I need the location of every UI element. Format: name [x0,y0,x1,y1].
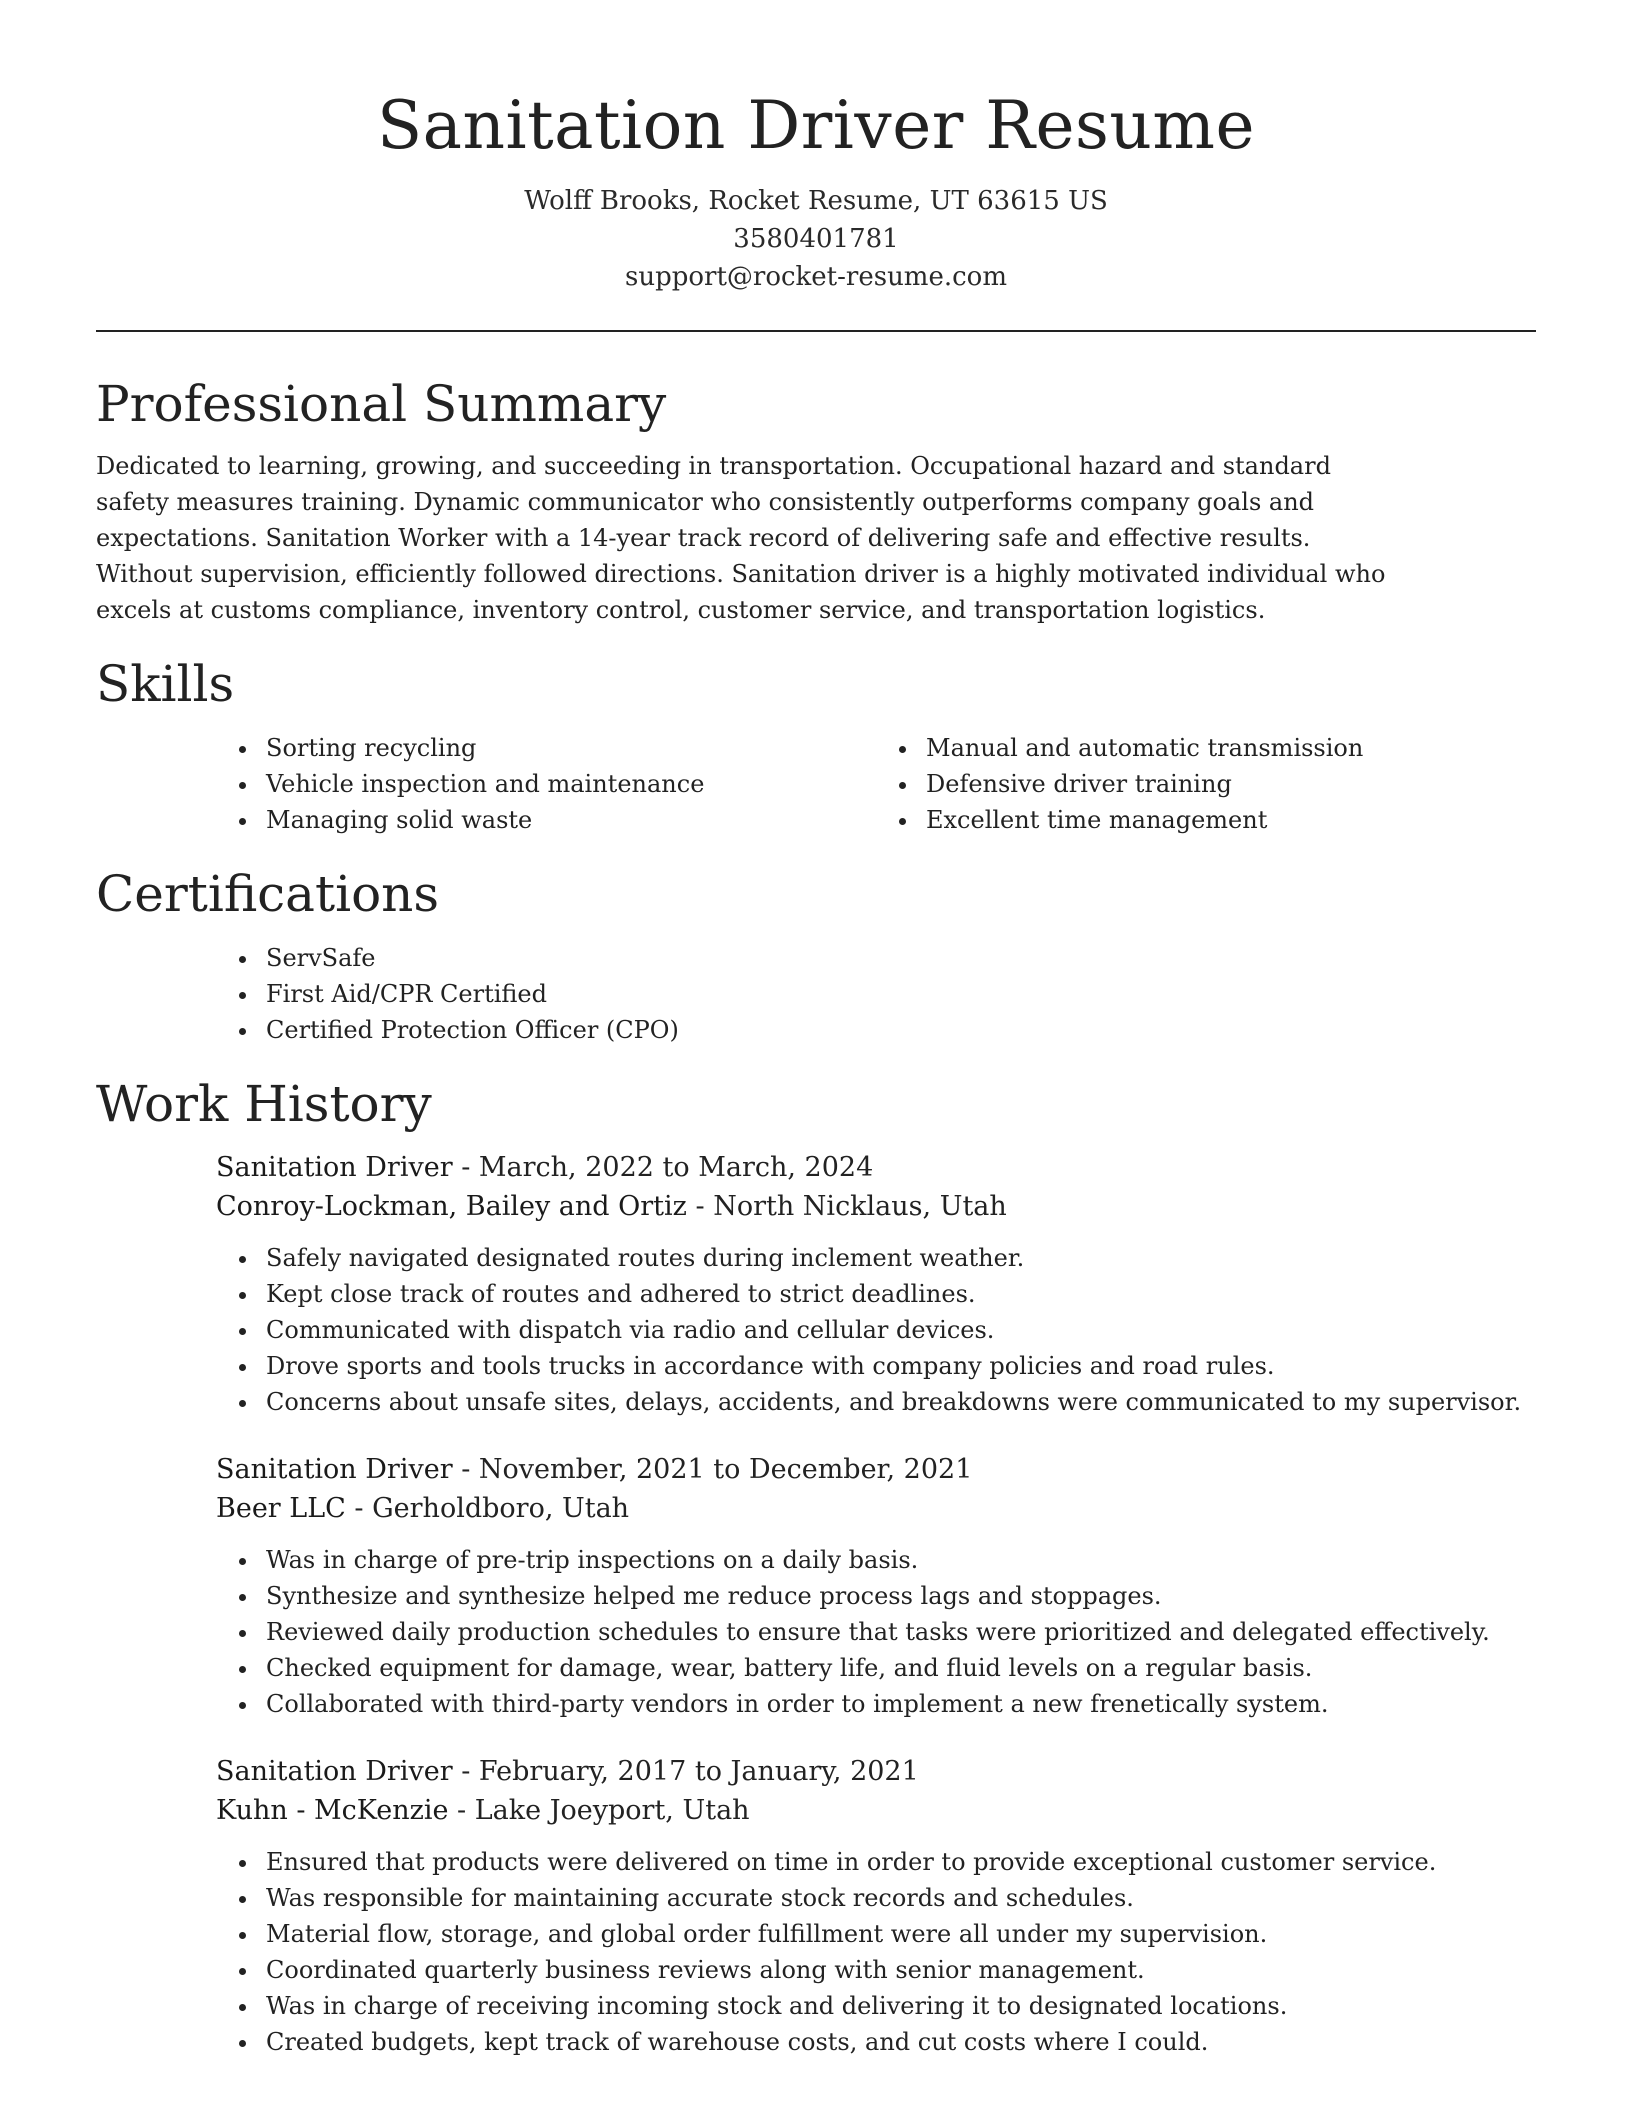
skills-heading: Skills [96,655,235,713]
header-divider [96,330,1536,332]
certifications-heading: Certifications [96,865,440,923]
skills-column-right [876,730,1536,838]
contact-email: support@rocket-resume.com [624,262,1007,292]
job-dates: - March, 2022 to March, 2024 [452,1152,874,1183]
work-history-heading: Work History [96,1075,432,1133]
job-duties [216,1844,1536,2060]
job-title-line [216,1752,1536,1791]
summary-heading: Professional Summary [96,375,667,433]
certification-item: • First Aid/CPR Certified [260,976,1536,1012]
job-duty: • Was in charge of receiving incoming stock and delivering it to designated locations. [260,1988,1536,2024]
job-duties [216,1240,1536,1420]
job-duty: • Material flow, storage, and global order fulfillment were all under my supervision. [260,1916,1536,1952]
summary-text: Dedicated to learning, growing, and succeeding in transportation. Occupational hazard and standard safety measures training. Dynamic communicator who consistently outperforms company goals and expectations. Sanitation Worker with a 14-year track record of delivering safe and effective results. Without supervision, efficiently followed directions. Sanitation driver is a highly motivated individual who excels at customs compliance, inventory control, customer service, and transportation logistics. [96,452,1386,624]
job-location: - Gerholdboro, Utah [345,1493,630,1524]
job-entry [216,1148,1536,1420]
job-duty: • Coordinated quarterly business reviews along with senior management. [260,1952,1536,1988]
job-duty: • Reviewed daily production schedules to ensure that tasks were prioritized and delegated effectively. [260,1614,1536,1650]
job-duty: • Drove sports and tools trucks in accordance with company policies and road rules. [260,1348,1536,1384]
job-duty: • Kept close track of routes and adhered to strict deadlines. [260,1276,1536,1312]
contact-phone: 3580401781 [733,224,899,254]
job-duty: • Was responsible for maintaining accurate stock records and schedules. [260,1880,1536,1916]
skill-item: • Vehicle inspection and maintenance [260,766,876,802]
skill-item: • Defensive driver training [920,766,1536,802]
job-duty: • Checked equipment for damage, wear, battery life, and fluid levels on a regular basis. [260,1650,1536,1686]
skill-item: • Sorting recycling [260,730,876,766]
job-title: Sanitation Driver [216,1152,453,1183]
skills-list [216,730,1536,838]
job-title: Sanitation Driver [216,1454,453,1485]
certification-item: • ServSafe [260,940,1536,976]
skills-column-left [216,730,876,838]
job-entry [216,1752,1536,2060]
job-title-line [216,1148,1536,1187]
job-company-line [216,1187,1536,1226]
resume-title: Sanitation Driver Resume [376,87,1256,164]
certifications-list [216,940,1536,1048]
job-entry [216,1450,1536,1722]
job-company: Kuhn - McKenzie [216,1795,449,1826]
job-dates: - February, 2017 to January, 2021 [452,1756,919,1787]
job-company: Conroy-Lockman, Bailey and Ortiz [216,1191,687,1222]
certifications-bullets [216,940,1536,1048]
job-duty: • Synthesize and synthesize helped me reduce process lags and stoppages. [260,1578,1536,1614]
job-duty: • Created budgets, kept track of warehouse costs, and cut costs where I could. [260,2024,1536,2060]
resume-page [96,0,1536,2060]
skill-item: • Manual and automatic transmission [920,730,1536,766]
job-duty: • Was in charge of pre-trip inspections on a daily basis. [260,1542,1536,1578]
job-location: - Lake Joeyport, Utah [448,1795,750,1826]
skill-item: • Excellent time management [920,802,1536,838]
job-duty: • Communicated with dispatch via radio and cellular devices. [260,1312,1536,1348]
job-duty: • Ensured that products were delivered on time in order to provide exceptional customer service. [260,1844,1536,1880]
job-title: Sanitation Driver [216,1756,453,1787]
job-company: Beer LLC [216,1493,346,1524]
job-duty: • Concerns about unsafe sites, delays, accidents, and breakdowns were communicated to my supervisor. [260,1384,1536,1420]
job-title-line [216,1450,1536,1489]
job-dates: - November, 2021 to December, 2021 [452,1454,973,1485]
certification-item: • Certified Protection Officer (CPO) [260,1012,1536,1048]
job-duties [216,1542,1536,1722]
job-duty: • Safely navigated designated routes during inclement weather. [260,1240,1536,1276]
job-company-line [216,1489,1536,1528]
job-duty: • Collaborated with third-party vendors in order to implement a new frenetically system. [260,1686,1536,1722]
job-location: - North Nicklaus, Utah [686,1191,1007,1222]
job-company-line [216,1791,1536,1830]
contact-address: Wolff Brooks, Rocket Resume, UT 63615 US [524,186,1108,216]
skill-item: • Managing solid waste [260,802,876,838]
contact-block [96,182,1536,296]
